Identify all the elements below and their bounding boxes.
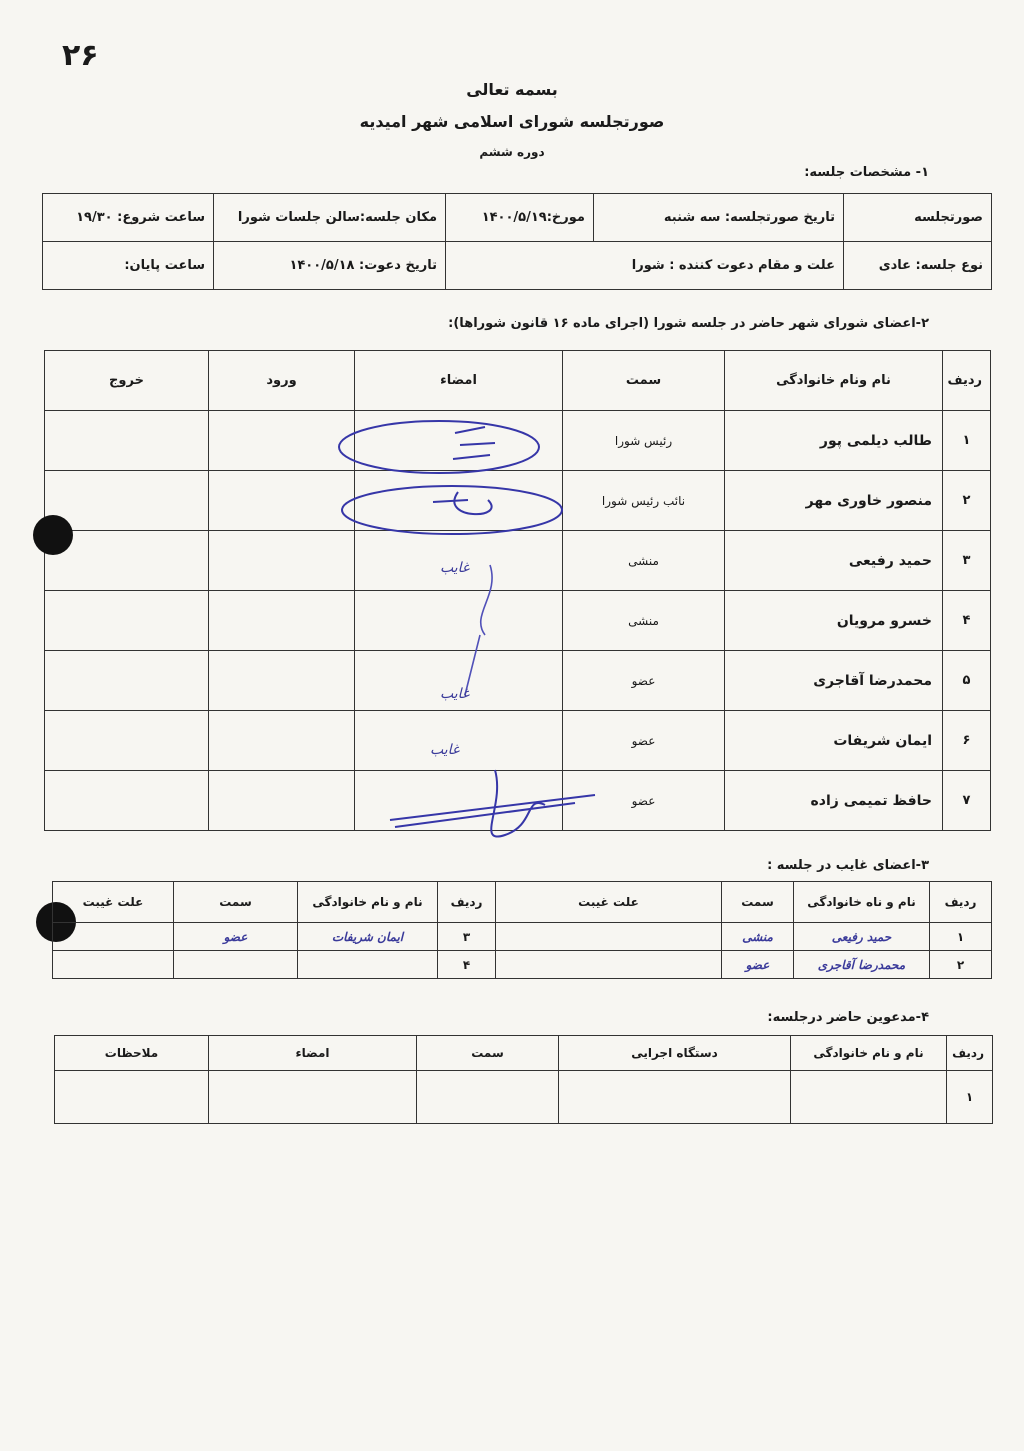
absent-mark-3: غایب	[430, 742, 460, 758]
row-num: ۶	[943, 711, 991, 771]
member-role: نائب رئیس شورا	[563, 471, 725, 531]
absent-name: محمدرضا آقاجری	[794, 951, 930, 979]
col-signature: امضاء	[355, 351, 563, 411]
row-num: ۱	[947, 1071, 993, 1124]
section3-title: ۳-اعضای غایب در جلسه :	[767, 858, 929, 873]
invitee-agency	[559, 1071, 791, 1124]
absent-role	[174, 951, 298, 979]
col-role: سمت	[722, 882, 794, 923]
signature-7	[385, 765, 605, 855]
member-role: عضو	[563, 711, 725, 771]
row-num: ۲	[943, 471, 991, 531]
session-info-table	[42, 193, 992, 290]
member-entry	[209, 651, 355, 711]
absent-reason	[496, 923, 722, 951]
member-entry	[209, 771, 355, 831]
col-absence-reason-2: علت غیبت	[53, 882, 174, 923]
row-num: ۷	[943, 771, 991, 831]
member-name: محمدرضا آقاجری	[725, 651, 943, 711]
member-name: خسرو مرویان	[725, 591, 943, 651]
member-entry	[209, 711, 355, 771]
row-num: ۱	[943, 411, 991, 471]
session-type: نوع جلسه: عادی	[844, 242, 992, 290]
signature-2	[338, 480, 568, 540]
col-name: نام ونام خانوادگی	[725, 351, 943, 411]
invitee-notes	[55, 1071, 209, 1124]
absent-name	[298, 951, 438, 979]
member-name: طالب دیلمی پور	[725, 411, 943, 471]
absent-reason	[53, 923, 174, 951]
col-signature: امضاء	[209, 1036, 417, 1071]
member-role: منشی	[563, 591, 725, 651]
col-entry: ورود	[209, 351, 355, 411]
signature-3	[430, 555, 530, 705]
member-entry	[209, 531, 355, 591]
member-exit	[45, 771, 209, 831]
absent-reason	[496, 951, 722, 979]
col-notes: ملاحظات	[55, 1036, 209, 1071]
member-role: عضو	[563, 651, 725, 711]
row-num: ۳	[438, 923, 496, 951]
invitees-table	[54, 1035, 993, 1124]
signature-1	[335, 415, 545, 480]
col-name-2: نام و نام خانوادگی	[298, 882, 438, 923]
col-name: نام و نام خانوادگی	[791, 1036, 947, 1071]
member-exit	[45, 411, 209, 471]
session-place: مکان جلسه:سالن جلسات شورا	[214, 194, 446, 242]
col-role-2: سمت	[174, 882, 298, 923]
corner-mark: ۲۶	[62, 38, 99, 73]
row-num: ۲	[930, 951, 992, 979]
member-role: عضو	[563, 771, 725, 831]
section2-title: ۲-اعضای شورای شهر حاضر در جلسه شورا (اجرای ماده ۱۶ قانون شوراها):	[448, 316, 929, 331]
col-role: سمت	[417, 1036, 559, 1071]
col-row-num: ردیف	[930, 882, 992, 923]
session-date-label: تاریخ صورتجلسه: سه شنبه	[594, 194, 844, 242]
session-dated: مورخ:۱۴۰۰/۵/۱۹	[446, 194, 594, 242]
member-exit	[45, 471, 209, 531]
col-row-num: ردیف	[943, 351, 991, 411]
absent-members-table	[52, 881, 992, 979]
member-signature	[355, 711, 563, 771]
member-name: منصور خاوری مهر	[725, 471, 943, 531]
header-term: دوره ششم	[479, 145, 545, 159]
absent-name: حمید رفیعی	[794, 923, 930, 951]
col-row-num-2: ردیف	[438, 882, 496, 923]
section1-title: ۱- مشخصات جلسه:	[804, 165, 929, 180]
col-role: سمت	[563, 351, 725, 411]
absent-role: عضو	[722, 951, 794, 979]
member-name: حمید رفیعی	[725, 531, 943, 591]
member-exit	[45, 651, 209, 711]
member-name: ایمان شریفات	[725, 711, 943, 771]
member-entry	[209, 411, 355, 471]
member-exit	[45, 591, 209, 651]
absent-mark-2: غایب	[440, 686, 470, 702]
row-num: ۵	[943, 651, 991, 711]
member-name: حافظ تمیمی زاده	[725, 771, 943, 831]
invitee-name	[791, 1071, 947, 1124]
col-agency: دستگاه اجرایی	[559, 1036, 791, 1071]
invitee-role	[417, 1071, 559, 1124]
col-exit: خروج	[45, 351, 209, 411]
session-cause: علت و مقام دعوت کننده : شورا	[446, 242, 844, 290]
col-name: نام و ناه خانوادگی	[794, 882, 930, 923]
member-role: رئیس شورا	[563, 411, 725, 471]
absent-reason	[53, 951, 174, 979]
table-row	[53, 951, 992, 979]
table-row	[45, 711, 991, 771]
col-absence-reason: علت غیبت	[496, 882, 722, 923]
absent-role: عضو	[174, 923, 298, 951]
absent-role: منشی	[722, 923, 794, 951]
member-role: منشی	[563, 531, 725, 591]
row-num: ۴	[943, 591, 991, 651]
invitee-signature	[209, 1071, 417, 1124]
punch-hole-top	[33, 515, 73, 555]
row-num: ۴	[438, 951, 496, 979]
session-label: صورتجلسه	[844, 194, 992, 242]
member-exit	[45, 711, 209, 771]
session-start: ساعت شروع: ۱۹/۳۰	[43, 194, 214, 242]
header-bismillah: بسمه تعالی	[466, 80, 558, 99]
col-row-num: ردیف	[947, 1036, 993, 1071]
row-num: ۳	[943, 531, 991, 591]
session-end: ساعت پایان:	[43, 242, 214, 290]
absent-name: ایمان شریفات	[298, 923, 438, 951]
table-row	[55, 1071, 993, 1124]
member-entry	[209, 591, 355, 651]
header-title: صورتجلسه شورای اسلامی شهر امیدیه	[359, 112, 665, 131]
absent-mark-1: غایب	[440, 560, 470, 576]
row-num: ۱	[930, 923, 992, 951]
member-entry	[209, 471, 355, 531]
session-invite-date: تاریخ دعوت: ۱۴۰۰/۵/۱۸	[214, 242, 446, 290]
table-row	[53, 923, 992, 951]
section4-title: ۴-مدعوین حاضر درجلسه:	[767, 1010, 929, 1025]
